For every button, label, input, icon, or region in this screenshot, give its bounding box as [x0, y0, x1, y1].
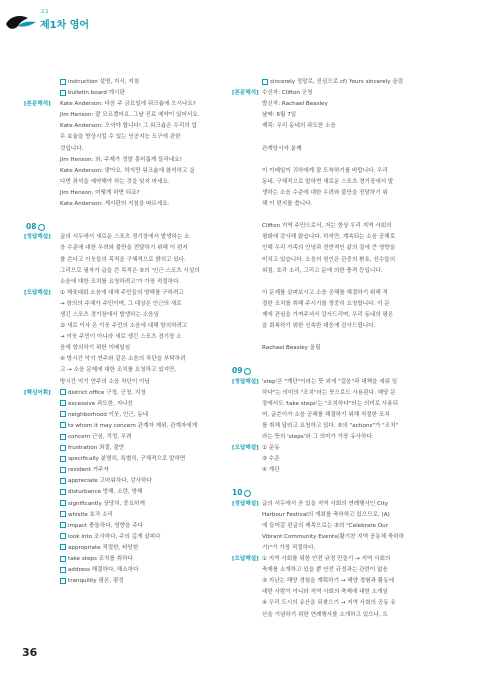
line-text: Kate Anderson: 맞아요. 하지만 워크숍에 참석하고 싶: [60, 167, 195, 174]
text-line: [232, 443, 445, 454]
vocab-item: [60, 443, 248, 454]
question-number: [232, 487, 445, 498]
line-text: 글의 서두에서 곧 있을 지역 사회의 연례행사인 City: [262, 500, 389, 507]
text-line: [262, 255, 445, 266]
checkbox-icon: [60, 533, 66, 539]
text-line: [262, 266, 445, 277]
line-text: 미치고 있습니다. 소음의 원인은 관중의 환호, 선수들의: [262, 256, 396, 263]
line-text: Kate Anderson: 다음 주 금요일에 워크숍에 오시나요?: [60, 101, 196, 108]
line-text: tranquility 평온, 평정: [68, 578, 124, 585]
vocab-item: [60, 499, 248, 510]
line-text: whistle 호각 소리: [68, 511, 113, 518]
line-text: frustration 좌절, 불만: [68, 445, 125, 452]
text-line: [60, 343, 248, 354]
spacer: [262, 277, 445, 288]
text-line: [262, 321, 445, 332]
line-text: 그리므로 필자가 글을 쓴 목적은 ⑤의 '인근 스포츠 시설의: [60, 267, 200, 274]
checkbox-icon: [60, 422, 66, 428]
text-line: [60, 121, 248, 132]
line-text: 절한 조치를 취해 주시기를 정중히 요청합니다. 이 문: [262, 300, 390, 307]
section-tag: [정답해설]: [232, 378, 259, 385]
line-text: 무 효율을 향상시킬 수 있는 인공지능 도구에 관한: [60, 134, 181, 141]
line-text: 글의 서두에서 새로운 스포츠 경기장에서 발생하는 소: [60, 234, 190, 241]
line-text: ③ 지난는 해양 경험을 계획하기 → 해양 경험과 활동에: [262, 578, 394, 585]
line-text: Rachael Beasley 올림: [262, 345, 321, 352]
text-line: [60, 321, 248, 332]
line-text: 이 이메일이 귀하에게 잘 도착하기를 바랍니다. 우리: [262, 167, 388, 174]
text-line: [262, 532, 445, 543]
line-text: 축제를 소개하고 있을 뿐 안전 규정과는 관련이 없음: [262, 567, 388, 574]
vocab-item: [60, 565, 248, 576]
vocab-item: [60, 432, 248, 443]
header-subject-label: 고1: [40, 9, 50, 15]
text-line: [232, 554, 445, 565]
vocab-item: [60, 88, 248, 99]
text-line: [60, 266, 248, 277]
line-text: disturbance 방해, 소란, 방해: [68, 489, 143, 496]
text-line: [60, 377, 248, 388]
section-tag: [핵심어휘]: [24, 389, 51, 396]
bird-logo-icon: [4, 10, 38, 36]
section-tag: [오답해설]: [232, 556, 259, 563]
line-text: take steps 조치를 취하다: [68, 556, 133, 563]
line-text: 소음에 대한 조치를 요청하려고'가 가장 적절하다.: [60, 278, 181, 285]
question-number-text: 08: [26, 222, 37, 232]
answer-circle-icon: [244, 368, 251, 375]
text-line: [262, 232, 445, 243]
vocab-item: [60, 487, 248, 498]
text-line: [262, 421, 445, 432]
text-line: [262, 388, 445, 399]
line-text: specifically 분명히, 특별히, 구체적으로 말하면: [68, 456, 186, 463]
text-line: [262, 399, 445, 410]
checkbox-icon: [60, 544, 66, 550]
line-text: district office 구청, 군청, 지청: [68, 389, 146, 396]
text-line: [262, 610, 445, 621]
checkbox-icon: [60, 511, 66, 517]
line-text: appreciate 고마워하다, 감사하다: [68, 478, 152, 485]
text-line: [262, 576, 445, 587]
checkbox-icon: [60, 556, 66, 562]
text-line: [60, 299, 248, 310]
text-line: [262, 110, 445, 121]
checkbox-icon: [60, 522, 66, 528]
text-line: [262, 598, 445, 609]
line-text: 발신자: Rachael Beasley: [262, 101, 328, 108]
text-line: [60, 155, 248, 166]
line-text: 해 이 편지를 씁니다.: [262, 201, 313, 208]
question-number: [26, 221, 248, 232]
line-text: 제에 관심을 가져주셔서 감사드리며, 우리 동네의 평온: [262, 311, 394, 318]
section-tag: [오답해설]: [24, 289, 51, 296]
text-line: [262, 465, 445, 476]
answer-circle-icon: [38, 224, 45, 231]
line-text: 날짜: 6월 7일: [262, 112, 297, 119]
line-text: 'step'은 "계단"이라는 뜻 외에 "걸음"과 대책을 세워 일: [262, 378, 398, 385]
text-line: [60, 177, 248, 188]
checkbox-icon: [60, 578, 66, 584]
text-line: [262, 454, 445, 465]
text-line: [262, 343, 445, 354]
spacer: [262, 210, 445, 221]
vocab-item: [60, 532, 248, 543]
text-line: [60, 277, 248, 288]
page-header: [0, 0, 500, 44]
text-line: [24, 232, 248, 243]
text-line: [232, 499, 445, 510]
right-column: [232, 77, 445, 621]
line-text: 하다"는 의미의 "조치"라는 뜻으로도 사용된다. 해당 문: [262, 389, 396, 396]
checkbox-icon: [60, 456, 66, 462]
text-line: [262, 243, 445, 254]
text-line: [262, 199, 445, 210]
vocab-item: [60, 476, 248, 487]
line-text: look into 조사하다, 주의 깊게 살피다: [68, 533, 161, 540]
vocab-item: [60, 77, 248, 88]
spacer: [262, 476, 445, 487]
line-text: ① 지역 사회를 위한 안전 규정 만들기 → 지역 사회의: [262, 556, 391, 563]
vocab-item: [24, 388, 248, 399]
text-line: [262, 144, 445, 155]
spacer: [262, 332, 445, 343]
vocab-item: [60, 421, 248, 432]
line-text: significantly 상당히, 중요하게: [68, 500, 145, 507]
text-line: [60, 110, 248, 121]
checkbox-icon: [60, 79, 66, 85]
text-line: [262, 221, 445, 232]
text-line: [60, 243, 248, 254]
text-line: [262, 310, 445, 321]
vocab-item: [60, 576, 248, 587]
line-text: 산을 기념하기 위한 연례행사를 소개하고 있으나, 도: [262, 611, 388, 618]
line-text: ② 새로 이사 온 이웃 주민의 소음에 대해 항의하려고: [60, 323, 188, 330]
line-text: concern 근심, 걱정, 우려: [68, 434, 132, 440]
spacer: [262, 354, 445, 365]
left-column: [24, 77, 248, 587]
line-text: neighborhood 이웃, 인근, 동네: [68, 411, 149, 418]
text-line: [60, 144, 248, 155]
text-line: [232, 88, 445, 99]
line-text: 을 회복하기 위한 신속한 대응에 감사드립니다.: [262, 323, 376, 330]
line-text: 라는 뜻의 'steps'와 그 의미가 가장 유사하다.: [262, 434, 374, 440]
text-line: [262, 299, 445, 310]
answer-circle-icon: [244, 490, 251, 497]
checkbox-icon: [60, 445, 66, 451]
line-text: bulletin board 게시판: [68, 90, 125, 97]
header-title: 제1차 영어: [40, 20, 90, 31]
text-line: [262, 288, 445, 299]
text-line: [60, 365, 248, 376]
spacer: [262, 155, 445, 166]
text-line: [262, 587, 445, 598]
text-line: [24, 288, 248, 299]
vocab-item: [60, 543, 248, 554]
text-line: [262, 432, 445, 443]
text-line: [262, 543, 445, 554]
line-text: 다면 좌석을 예약해야 하는 것을 잊지 마세요.: [60, 178, 170, 185]
line-text: Vibrant Community Events(활기찬 지역 공동체 축하하: [262, 533, 405, 540]
text-line: [232, 377, 445, 388]
line-text: ④ 우리 도시의 유산을 되찾으기 → 지역 사회의 공동 유: [262, 600, 396, 607]
line-text: 장에서도 'take steps'는 "조치하다"라는 의미로 사용되: [262, 400, 399, 407]
vocab-item: [60, 521, 248, 532]
line-text: ④ 방시간 악기 연주와 같은 소음의 차단을 부탁하려: [60, 356, 186, 363]
question-number: [232, 365, 445, 376]
line-text: 이 문제를 살펴보시고 소음 공해를 해결하기 위해 적: [262, 289, 388, 296]
text-line: [60, 166, 248, 177]
line-text: ④ 계단: [262, 467, 280, 474]
line-text: 기)"가 가장 적절하다.: [262, 544, 316, 551]
checkbox-icon: [60, 500, 66, 506]
text-line: [60, 332, 248, 343]
spacer: [60, 210, 248, 221]
line-text: Jim Henson: 어떻게 하면 되죠?: [60, 189, 140, 196]
text-line: [262, 166, 445, 177]
line-text: 생하는 소음 수준에 대한 우려와 불만을 전달하기 위: [262, 189, 388, 196]
vocab-item: [60, 554, 248, 565]
line-text: impact 충돌하다, 영향을 주다: [68, 522, 143, 529]
question-number-text: 10: [232, 488, 243, 498]
checkbox-icon: [60, 478, 66, 484]
line-text: 생긴 스포츠 경기장에서 발생하는 소음임: [60, 311, 159, 318]
checkbox-icon: [60, 434, 66, 440]
line-text: 를 취해 달라고 요청하고 있다. ⑤의 "actions"가 "조치": [262, 422, 399, 429]
question-number-text: 09: [232, 366, 243, 376]
line-text: 에 들어갈 왼글의 제목으로는 ⑤의 "Celebrate Our: [262, 522, 389, 529]
line-text: ③ 수준: [262, 456, 280, 463]
line-text: 를 쓴다고 이웃들의 목적을 구체적으로 밝히고 있다.: [60, 256, 186, 263]
line-text: 제목: 우리 동네의 과도한 소음: [262, 123, 336, 130]
line-text: → 항의의 주체가 주민이며, 그 대상은 인근의 새로: [60, 300, 182, 307]
text-line: [262, 99, 445, 110]
text-line: [60, 132, 248, 143]
text-line: [262, 188, 445, 199]
text-line: [60, 199, 248, 210]
line-text: Jim Henson: 와, 주제가 정말 흥미롭게 들리네요!: [60, 156, 182, 163]
checkbox-icon: [60, 467, 66, 473]
line-text: 음 수준에 대한 우려와 불만을 전달하기 위해 이 편지: [60, 245, 188, 252]
line-text: 외침, 호각 소리, 그리고 문에 의한 충격 등입니다.: [262, 267, 383, 274]
line-text: sincerely 정말로, 진심으로 cf) Yours sincerely 올림: [270, 79, 404, 85]
line-text: Kate Anderson: 게시판의 지침을 따르세요.: [60, 201, 170, 208]
line-text: 어, 글쓴이가 소음 공해를 해결하기 위해 적절한 조치: [262, 411, 390, 418]
text-line: [262, 177, 445, 188]
line-text: 평화에 감사해 왔습니다. 하지만, 계속되는 소음 공해로: [262, 234, 396, 241]
line-text: 인해 우리 가족의 안녕과 전반적인 삶의 질에 큰 영향을: [262, 245, 396, 252]
text-line: [24, 99, 248, 110]
line-text: instruction 설명, 지시, 지침: [68, 79, 140, 85]
text-line: [60, 310, 248, 321]
checkbox-icon: [60, 400, 66, 406]
page-number: 36: [22, 646, 38, 659]
line-text: resident 거주자: [68, 467, 109, 474]
text-line: [60, 188, 248, 199]
checkbox-icon: [262, 79, 268, 85]
line-text: Jim Henson: 잘 모르겠어요. 그날 진료 예약이 있어서요.: [60, 112, 200, 119]
checkbox-icon: [60, 489, 66, 495]
line-text: 방시간 악기 연주의 소음 차단이 아님: [60, 378, 150, 385]
text-line: [60, 255, 248, 266]
section-tag: [오답해설]: [232, 445, 259, 452]
line-text: 관계당사자 분께: [262, 145, 302, 152]
line-text: ① 운동: [262, 445, 280, 452]
text-line: [262, 121, 445, 132]
line-text: Clifton 지역 주민으로서, 저는 항상 우리 지역 사회의: [262, 223, 392, 230]
spacer: [262, 132, 445, 143]
line-text: 고 → 소음 문제에 대한 조치를 요청하고 있지만,: [60, 367, 177, 374]
line-text: 동네, 구체적으로 말하면 새로운 스포츠 경기장에서 발: [262, 178, 394, 185]
text-line: [60, 354, 248, 365]
checkbox-icon: [60, 411, 66, 417]
line-text: to whom it may concern 관계자 제위, 관계자에게: [68, 422, 198, 429]
vocab-item: [60, 465, 248, 476]
section-tag: [정답해설]: [24, 234, 51, 241]
vocab-item: [60, 410, 248, 421]
section-tag: [본문해석]: [24, 101, 51, 108]
line-text: → 이웃 주민이 아니라 새로 생긴 스포츠 경기장 소: [60, 334, 182, 341]
section-tag: [정답해설]: [232, 500, 259, 507]
line-text: excessive 과도한, 지나친: [68, 400, 133, 407]
text-line: [262, 565, 445, 576]
line-text: 음에 항의하기 위한 이메일임: [60, 345, 131, 352]
line-text: Kate Anderson: 오셔야 합니다! 그 워크숍은 우리의 업: [60, 123, 197, 130]
line-text: address 해결하다, 해소하다: [68, 567, 139, 574]
line-text: 대한 사람이 아니라 지역 사회의 축제에 대한 소개임: [262, 589, 388, 596]
text-line: [262, 521, 445, 532]
checkbox-icon: [60, 567, 66, 573]
vocab-item: [60, 454, 248, 465]
vocab-item: [262, 77, 445, 88]
text-line: [262, 410, 445, 421]
line-text: appropriate 적절한, 타당한: [68, 544, 139, 551]
line-text: 것입니다.: [60, 145, 84, 152]
section-tag: [본문해석]: [232, 90, 259, 97]
line-text: ① 체육대회 소음에 대해 주민들의 양해를 구하려고: [60, 289, 184, 296]
text-line: [262, 510, 445, 521]
line-text: Harbour Festival의 개최를 축하하고 있으므로, (A): [262, 511, 390, 518]
vocab-item: [60, 510, 248, 521]
checkbox-icon: [60, 90, 66, 96]
vocab-item: [60, 399, 248, 410]
checkbox-icon: [60, 389, 66, 395]
line-text: 수신자: Clifton 군청: [262, 90, 313, 97]
